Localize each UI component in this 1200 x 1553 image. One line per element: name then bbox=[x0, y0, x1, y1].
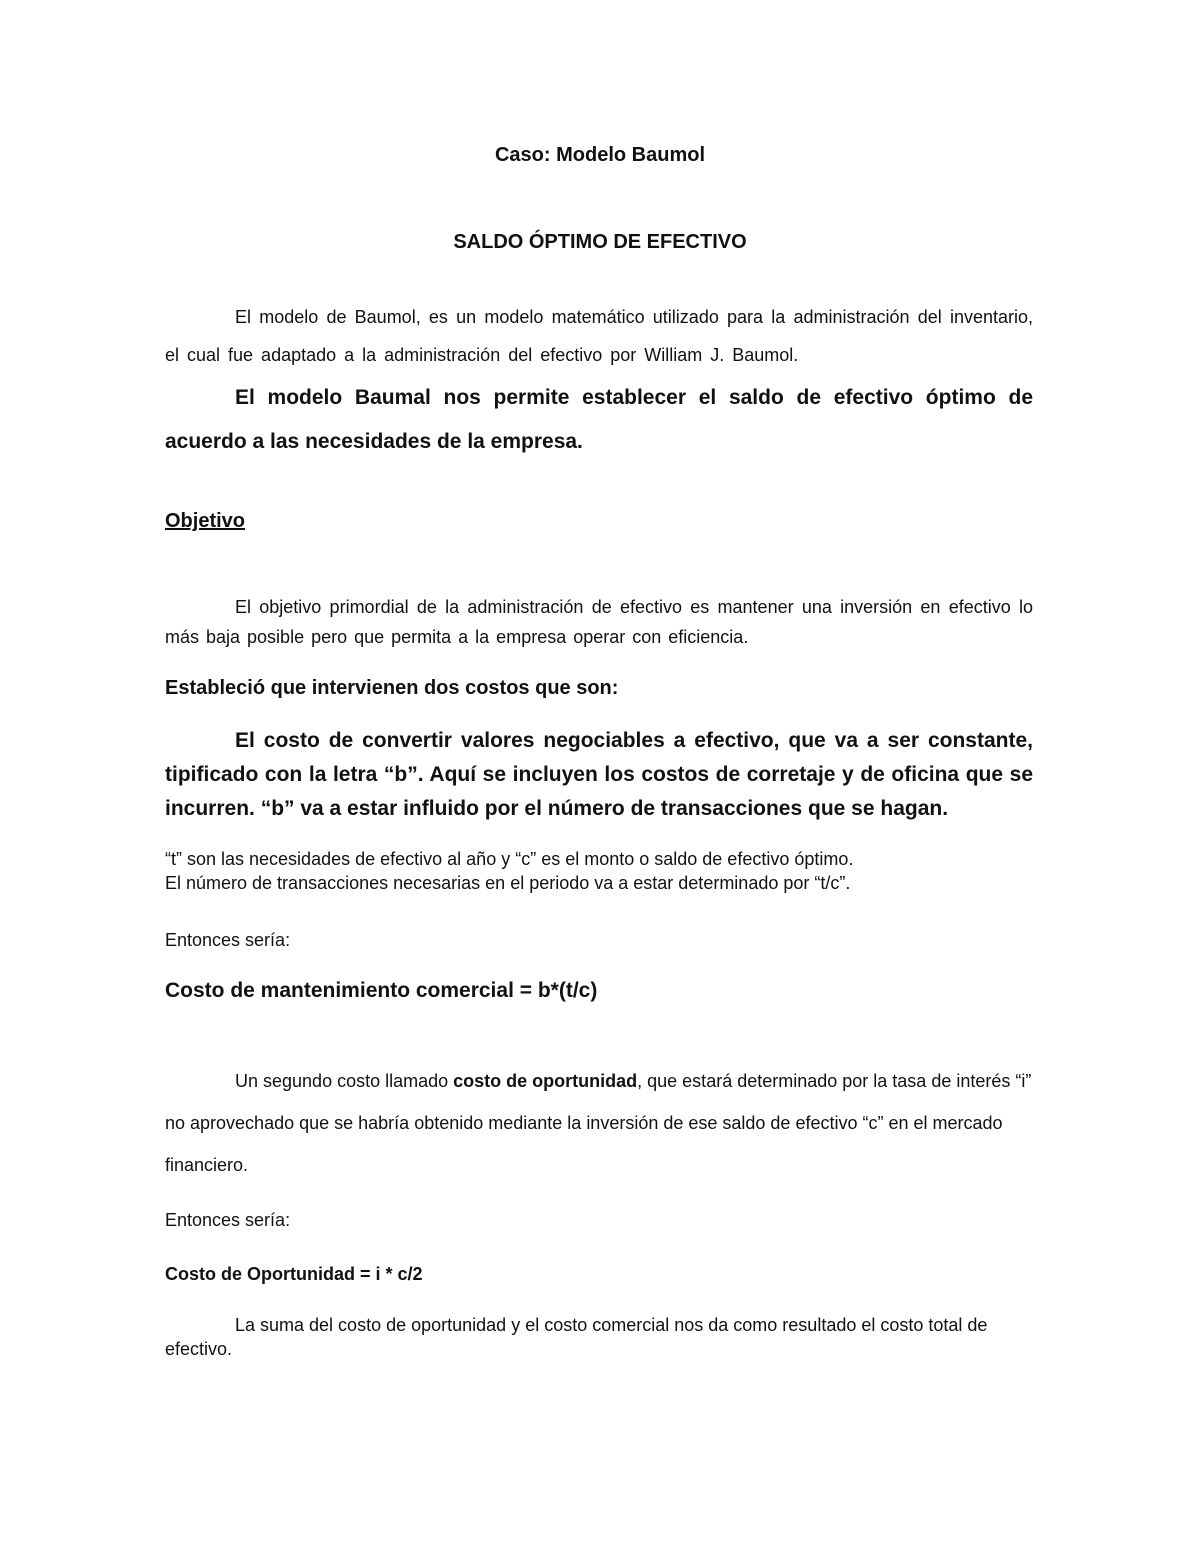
objective-heading: Objetivo bbox=[165, 510, 246, 532]
formula-opportunity: Costo de Oportunidad = i * c/2 bbox=[165, 1264, 423, 1284]
second-cost-bold: costo de oportunidad bbox=[453, 1071, 638, 1091]
second-cost-paragraph bbox=[165, 1060, 1033, 1186]
definitions-line-2: El número de transacciones necesarias en el periodo va a estar determinado por “t/c”. bbox=[165, 873, 851, 893]
sum-paragraph: La suma del costo de oportunidad y el costo comercial nos da como resultado el costo total de efectivo. bbox=[165, 1315, 988, 1359]
intro-bold-paragraph: El modelo Baumal nos permite establecer el saldo de efectivo óptimo de acuerdo a las necesidades de la empresa. bbox=[165, 386, 1033, 453]
objective-paragraph: El objetivo primordial de la administración de efectivo es mantener una inversión en efectivo lo más baja posible pero que permita a la empresa operar con eficiencia. bbox=[165, 597, 1033, 647]
formula-commercial: Costo de mantenimiento comercial = b*(t/c) bbox=[165, 979, 598, 1002]
case-title: Caso: Modelo Baumol bbox=[494, 144, 705, 166]
second-cost-part-2: , que estará determinado por la tasa de interés “i” no aprovechado que se habría obtenido mediante la inversión de ese saldo de efectivo “c” en el mercado financiero. bbox=[165, 1071, 1032, 1175]
first-cost-paragraph: El costo de convertir valores negociables a efectivo, que va a ser constante, tipificado con la letra “b”. Aquí se incluyen los costos de corretaje y de oficina que se incurren. “b” va a estar influido por el número de transacciones que se hagan. bbox=[165, 729, 1033, 820]
then-label-1: Entonces sería: bbox=[165, 930, 291, 950]
then-label-2: Entonces sería: bbox=[165, 1210, 291, 1230]
definitions-line-1: “t” son las necesidades de efectivo al año y “c” es el monto o saldo de efectivo óptimo. bbox=[165, 849, 854, 869]
intro-paragraph: El modelo de Baumol, es un modelo matemático utilizado para la administración del inventario, el cual fue adaptado a la administración del efectivo por William J. Baumol. bbox=[165, 307, 1033, 365]
costs-intro: Estableció que intervienen dos costos que son: bbox=[165, 677, 619, 699]
section-title: SALDO ÓPTIMO DE EFECTIVO bbox=[453, 231, 747, 253]
second-cost-part-1: Un segundo costo llamado bbox=[235, 1071, 454, 1091]
